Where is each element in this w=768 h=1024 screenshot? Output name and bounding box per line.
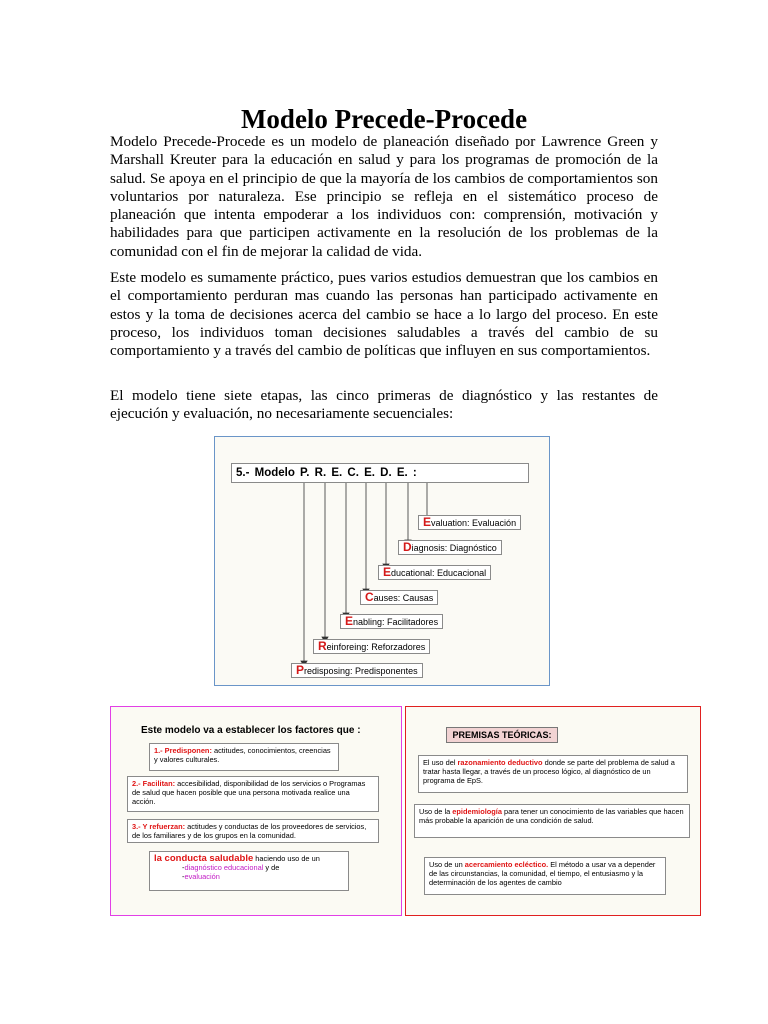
precede-diagram	[214, 436, 550, 686]
line-suffix: y de	[263, 863, 280, 872]
page-title: Modelo Precede-Procede	[240, 104, 528, 135]
premise-pre: Uso de un	[429, 860, 465, 869]
precede-item-reinforcing	[313, 639, 430, 654]
item-text: einforeing: Reforzadores	[326, 642, 426, 652]
factor-text: accesibilidad, disponibilidad de los servicios o Programas de salud que hacen posible que una persona motivada realice una acción.	[132, 779, 366, 806]
paragraph-intro: Modelo Precede-Procede es un modelo de planeación diseñado por Lawrence Green y Marshall Kreuter para la educación en salud y para los programas de promoción de la salud. Se apoya en el principio de que la mayoría de los cambios de comportamientos son voluntarios por naturaleza. Ese principio se refleja en el sistemático proceso de planeación que intenta empoderar a los individuos con: comprensión, motivación y habilidades para que participen activamente en la resolución de los problemas de la comunidad con el fin de mejorar la calidad de vida.	[110, 133, 658, 260]
item-initial: E	[383, 565, 392, 579]
item-text: ducational: Educacional	[391, 568, 487, 578]
precede-item-diagnosis	[398, 540, 502, 555]
line-prefix: -	[182, 872, 185, 881]
paragraph-practical: Este modelo es sumamente práctico, pues varios estudios demuestran que los cambios en el comportamiento perduran mas cuando las personas han participado activamente en estos y la toma de decisiones acerca del cambio se hace a lo largo del proceso. En este proceso, los individuos toman decisiones saludables a través del cambio de su comportamiento y a través del cambio de políticas que influyen en sus comportamientos.	[110, 269, 658, 360]
conducta-text: haciendo uso de un	[253, 854, 320, 863]
premise-post: para tener un conocimiento de las variables que hacen más probable la aparición de una condición de salud.	[419, 807, 684, 825]
diagnostico-highlight: diagnóstico educacional	[184, 863, 264, 872]
premise-post: El método a usar va a depender de las circunstancias, la comunidad, el tiempo, el entusiasmo y la determinación de los agentes de cambio	[429, 860, 656, 887]
factor-box-refuerzan	[127, 819, 379, 843]
factor-box-conducta	[149, 851, 349, 891]
premise-highlight: acercamiento ecléctico.	[464, 860, 549, 869]
item-initial: E	[423, 515, 432, 529]
factors-title: Este modelo va a establecer los factores que :	[141, 725, 361, 736]
factors-panel	[110, 706, 402, 916]
premise-box-epidemiologia	[414, 804, 690, 838]
factor-label: 2.- Facilitan:	[132, 779, 176, 788]
premises-panel	[405, 706, 701, 916]
premise-box-eclectico	[424, 857, 666, 895]
item-text: iagnosis: Diagnóstico	[411, 543, 497, 553]
line-prefix: -	[182, 863, 185, 872]
item-initial: R	[318, 639, 327, 653]
paragraph-stages: El modelo tiene siete etapas, las cinco primeras de diagnóstico y las restantes de ejecución y evaluación, no necesariamente secuenciales:	[110, 387, 658, 423]
premise-pre: Uso de la	[419, 807, 453, 816]
premises-title: PREMISAS TEÓRICAS:	[446, 727, 558, 743]
factor-text: actitudes y conductas de los proveedores de servicios, de los familiares y de los grupos en la comunidad.	[132, 822, 367, 840]
item-text: auses: Causas	[373, 593, 434, 603]
item-initial: D	[403, 540, 412, 554]
item-initial: C	[365, 590, 374, 604]
precede-item-educational	[378, 565, 491, 580]
item-text: redisposing: Predisponentes	[304, 666, 418, 676]
item-initial: P	[296, 663, 305, 677]
premise-pre: El uso del	[423, 758, 458, 767]
premise-highlight: razonamiento deductivo	[457, 758, 543, 767]
item-text: valuation: Evaluación	[431, 518, 517, 528]
premise-box-deductivo	[418, 755, 688, 793]
conducta-highlight: la conducta saludable	[154, 853, 254, 864]
item-text: nabling: Facilitadores	[353, 617, 439, 627]
precede-item-evaluation	[418, 515, 521, 530]
factor-text: actitudes, conocimientos, creencias y valores culturales.	[154, 746, 331, 764]
factor-label: 3.- Y refuerzan:	[132, 822, 186, 831]
precede-item-predisposing	[291, 663, 423, 678]
precede-item-causes	[360, 590, 438, 605]
factor-box-predisponen	[149, 743, 339, 771]
factor-box-facilitan	[127, 776, 379, 812]
premise-highlight: epidemiología	[452, 807, 502, 816]
premise-post: donde se parte del problema de salud a tratar hasta llegar, a través de un proceso lógico, al diagnóstico de un programa de EpS.	[423, 758, 675, 785]
evaluacion-highlight: evaluación	[184, 872, 220, 881]
item-initial: E	[345, 614, 354, 628]
precede-item-enabling	[340, 614, 443, 629]
precede-header: 5.- Modelo P. R. E. C. E. D. E. :	[231, 463, 529, 483]
factor-label: 1.- Predisponen:	[154, 746, 212, 755]
